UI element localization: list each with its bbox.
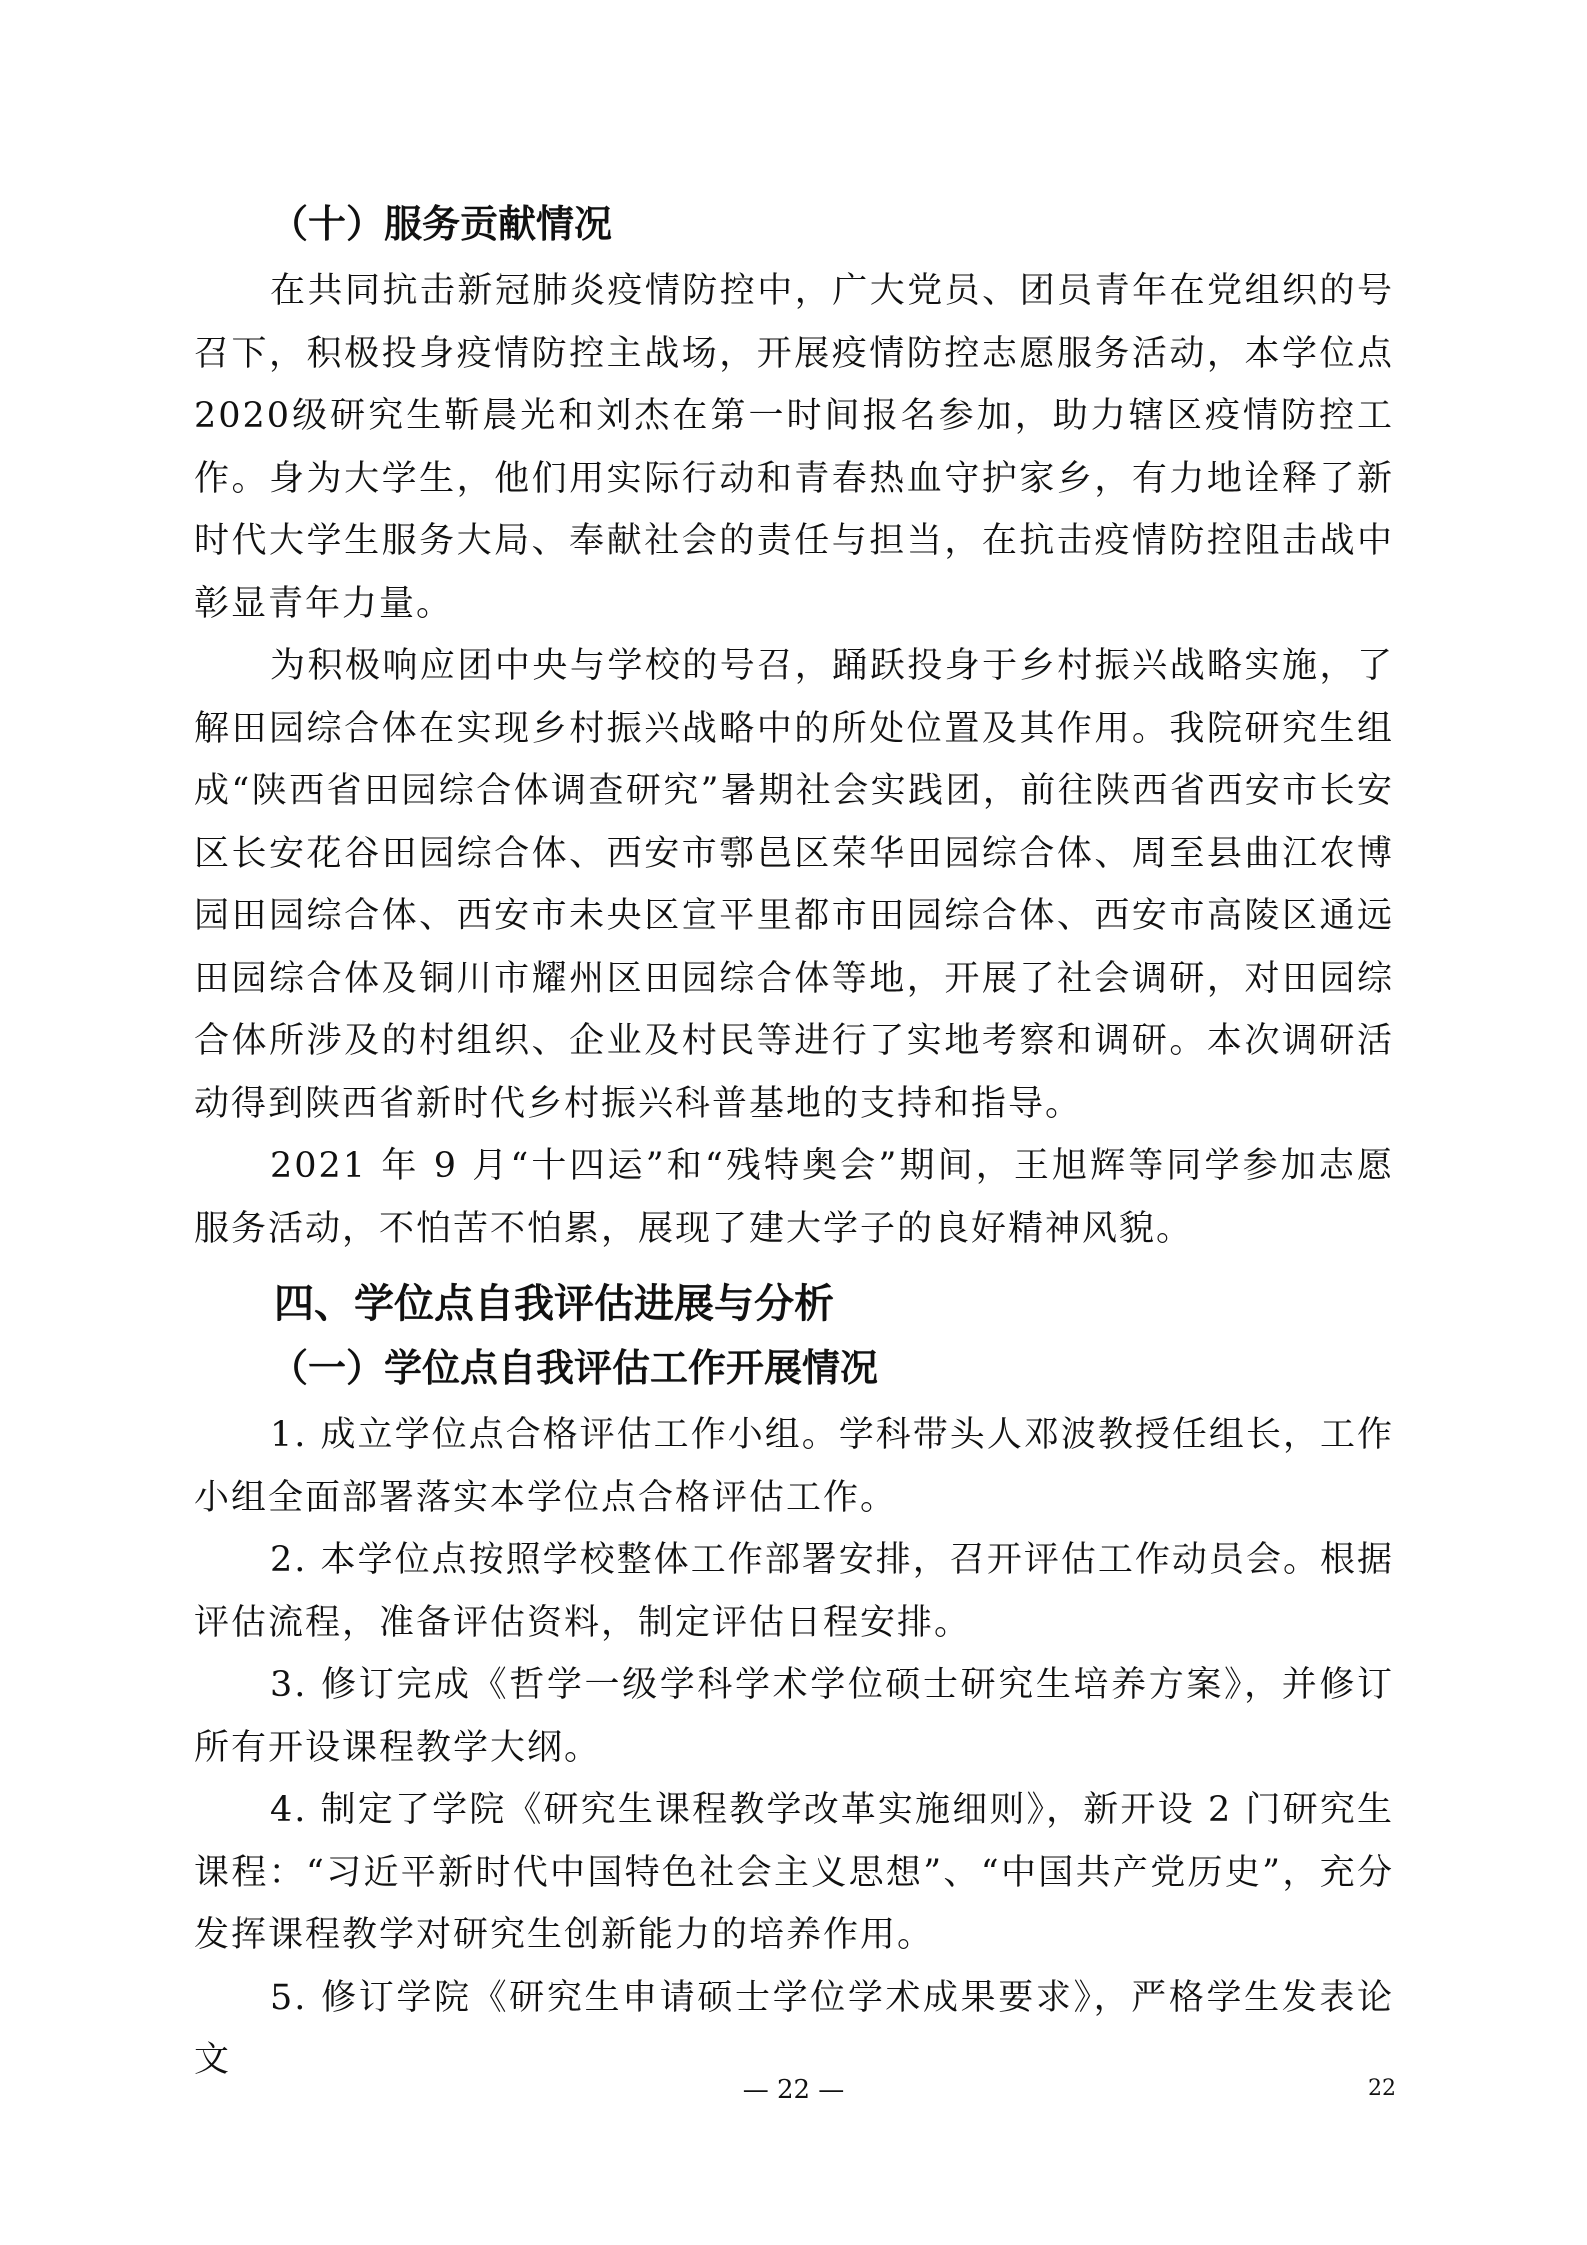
- section-heading-eval: （一）学位点自我评估工作开展情况: [270, 1346, 879, 1390]
- paragraph-eval-5: 5. 修订学院《研究生申请硕士学位学术成果要求》，严格学生发表论文: [194, 1977, 1394, 2080]
- page-number-center: — 22 —: [742, 2075, 845, 2105]
- paragraph-eval-4: 4. 制定了学院《研究生课程教学改革实施细则》，新开设 2 门研究生课程：“习近平新时代中国特色社会主义思想”、“中国共产党历史”，充分发挥课程教学对研究生创新能力的培养作用。: [194, 1790, 1394, 1955]
- document-body: [194, 190, 1394, 2092]
- paragraph-eval-2: 2. 本学位点按照学校整体工作部署安排，召开评估工作动员会。根据评估流程，准备评估资料，制定评估日程安排。: [194, 1540, 1394, 1643]
- section-heading-service: （十）服务贡献情况: [270, 202, 613, 246]
- section-heading-part4: 四、学位点自我评估进展与分析: [274, 1281, 834, 1327]
- paragraph-service-3: 2021 年 9 月“十四运”和“残特奥会”期间，王旭辉等同学参加志愿服务活动，不怕苦不怕累，展现了建大学子的良好精神风貌。: [194, 1146, 1394, 1249]
- paragraph-service-1: 在共同抗击新冠肺炎疫情防控中，广大党员、团员青年在党组织的号召下，积极投身疫情防控主战场，开展疫情防控志愿服务活动，本学位点2020级研究生靳晨光和刘杰在第一时间报名参加，助力辖区疫情防控工作。身为大学生，他们用实际行动和青春热血守护家乡，有力地诠释了新时代大学生服务大局、奉献社会的责任与担当，在抗击疫情防控阻击战中彰显青年力量。: [194, 271, 1394, 624]
- paragraph-service-2: 为积极响应团中央与学校的号召，踊跃投身于乡村振兴战略实施，了解田园综合体在实现乡村振兴战略中的所处位置及其作用。我院研究生组成“陕西省田园综合体调查研究”暑期社会实践团，前往陕西省西安市长安区长安花谷田园综合体、西安市鄠邑区荣华田园综合体、周至县曲江农博园田园综合体、西安市未央区宣平里都市田园综合体、西安市高陵区通远田园综合体及铜川市耀州区田园综合体等地，开展了社会调研，对田园综合体所涉及的村组织、企业及村民等进行了实地考察和调研。本次调研活动得到陕西省新时代乡村振兴科普基地的支持和指导。: [194, 646, 1394, 1124]
- paragraph-eval-3: 3. 修订完成《哲学一级学科学术学位硕士研究生培养方案》，并修订所有开设课程教学大纲。: [194, 1665, 1394, 1768]
- paragraph-eval-1: 1. 成立学位点合格评估工作小组。学科带头人邓波教授任组长，工作小组全面部署落实本学位点合格评估工作。: [194, 1415, 1394, 1518]
- page-number-right: 22: [1368, 2076, 1396, 2101]
